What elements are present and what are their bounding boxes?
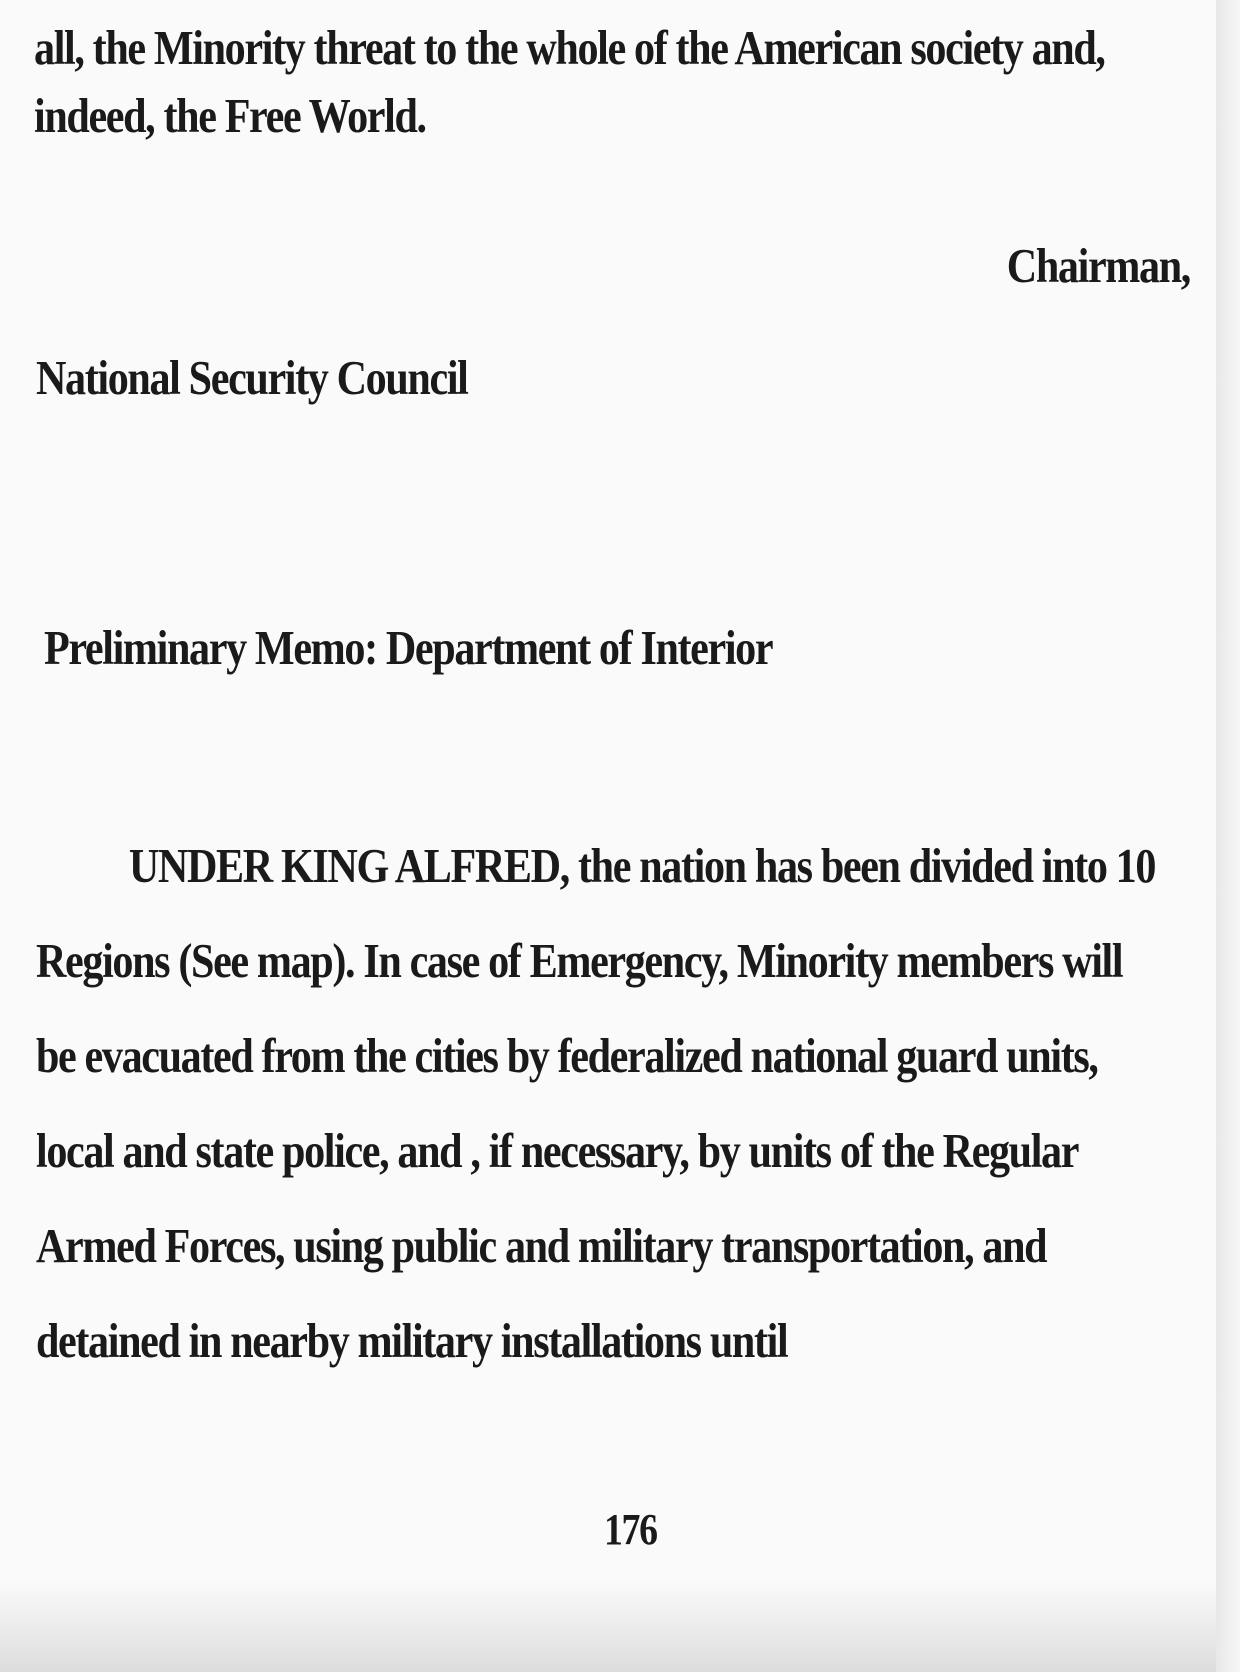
signature-organization: National Security Council — [36, 350, 468, 405]
body-paragraph-line: detained in nearby military installations until — [36, 1313, 788, 1368]
top-paragraph-line-2: indeed, the Free World. — [34, 88, 426, 143]
body-paragraph-line: UNDER KING ALFRED, the nation has been divided into 10 — [128, 838, 1156, 893]
body-paragraph-line: Armed Forces, using public and military transportation, and — [36, 1218, 1047, 1273]
body-paragraph — [36, 818, 1155, 1388]
top-paragraph-line-1: all, the Minority threat to the whole of the American society and, — [34, 20, 1105, 75]
body-paragraph-line: Regions (See map). In case of Emergency, Minority members will — [36, 933, 1123, 988]
body-paragraph-line: be evacuated from the cities by federalized national guard units, — [36, 1028, 1098, 1083]
body-paragraph-line: local and state police, and , if necessary, by units of the Regular — [36, 1123, 1079, 1178]
page-number: 176 — [604, 1505, 657, 1554]
memo-heading: Preliminary Memo: Department of Interior — [44, 620, 773, 675]
signature-title: Chairman, — [1006, 238, 1190, 293]
page-edge — [1216, 0, 1240, 1672]
